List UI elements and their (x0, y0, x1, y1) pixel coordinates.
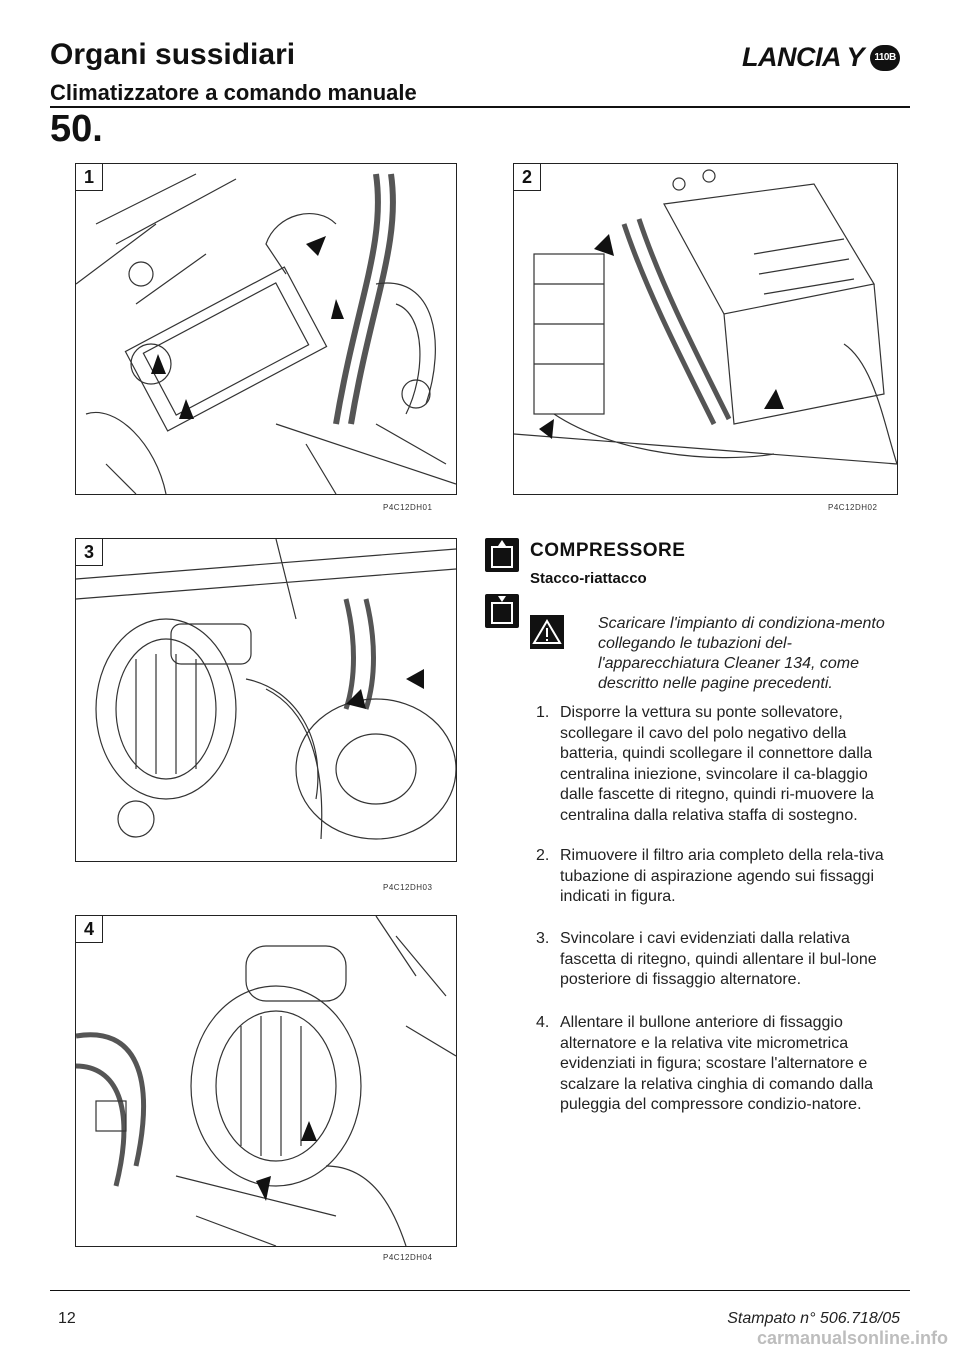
figure-2-number: 2 (514, 164, 541, 191)
figure-1-code: P4C12DH01 (383, 503, 433, 512)
page-subtitle: Climatizzatore a comando manuale (50, 80, 417, 105)
figure-1-drawing (76, 164, 456, 494)
step-text: Disporre la vettura su ponte sollevatore, scollegare il cavo del polo negativo della batteria, quindi scollegare il connettore dalla centralina iniezione, svincolare il ca-blaggio dalle fascette di ritegno, quindi ri-muovere la centralina dalla relativa staffa di sostegno. (560, 704, 874, 824)
watermark: carmanualsonline.info (756, 1328, 948, 1348)
figure-1 (75, 163, 457, 495)
print-reference: Stampato n° 506.718/05 (727, 1310, 900, 1327)
brand-name: LANCIA Y (741, 42, 864, 72)
step-number: 3. (536, 930, 550, 947)
removal-icon (485, 538, 519, 572)
header-divider (50, 106, 910, 108)
step-text: Allentare il bullone anteriore di fissaggio alternatore e la relativa vite micrometrica evidenziati in figura; scostare l'alternatore e scalzare la relativa cinghia di comando dalla puleggia del compressore condizio-natore. (560, 1014, 874, 1113)
section-title: COMPRESSORE (530, 540, 686, 561)
section-number: 50. (50, 108, 103, 150)
figure-4-drawing (76, 916, 456, 1246)
figure-4-code: P4C12DH04 (383, 1253, 433, 1262)
step-text: Svincolare i cavi evidenziati dalla relativa fascetta di ritegno, quindi allentare il bul-lone posteriore di fissaggio alternatore. (560, 930, 877, 988)
footer-divider (50, 1290, 910, 1291)
figure-2-code: P4C12DH02 (828, 503, 878, 512)
figure-1-number: 1 (76, 164, 103, 191)
warning-icon (530, 615, 564, 649)
warning-text: Scaricare l'impianto di condiziona-mento collegando le tubazioni del-l'apparecchiatura Cleaner 134, come descritto nelle pagine precedenti. (598, 615, 885, 692)
step-1 (530, 703, 900, 826)
section-subtitle: Stacco-riattacco (530, 570, 647, 587)
refit-icon (485, 594, 519, 628)
step-3 (530, 929, 900, 991)
page-number: 12 (58, 1310, 76, 1327)
page-title: Organi sussidiari (50, 38, 296, 71)
figure-2-drawing (514, 164, 897, 494)
figure-3-number: 3 (76, 539, 103, 566)
figure-2 (513, 163, 898, 495)
figure-3 (75, 538, 457, 862)
step-number: 1. (536, 704, 550, 721)
step-text: Rimuovere il filtro aria completo della rela-tiva tubazione di aspirazione agendo sui fissaggi indicati in figura. (560, 847, 884, 905)
figure-4 (75, 915, 457, 1247)
step-4 (530, 1013, 900, 1116)
figure-3-drawing (76, 539, 456, 861)
brand-badge: 110B (870, 45, 900, 71)
step-number: 4. (536, 1014, 550, 1031)
step-2 (530, 846, 900, 908)
brand-logo (742, 42, 900, 73)
step-number: 2. (536, 847, 550, 864)
figure-4-number: 4 (76, 916, 103, 943)
figure-3-code: P4C12DH03 (383, 883, 433, 892)
